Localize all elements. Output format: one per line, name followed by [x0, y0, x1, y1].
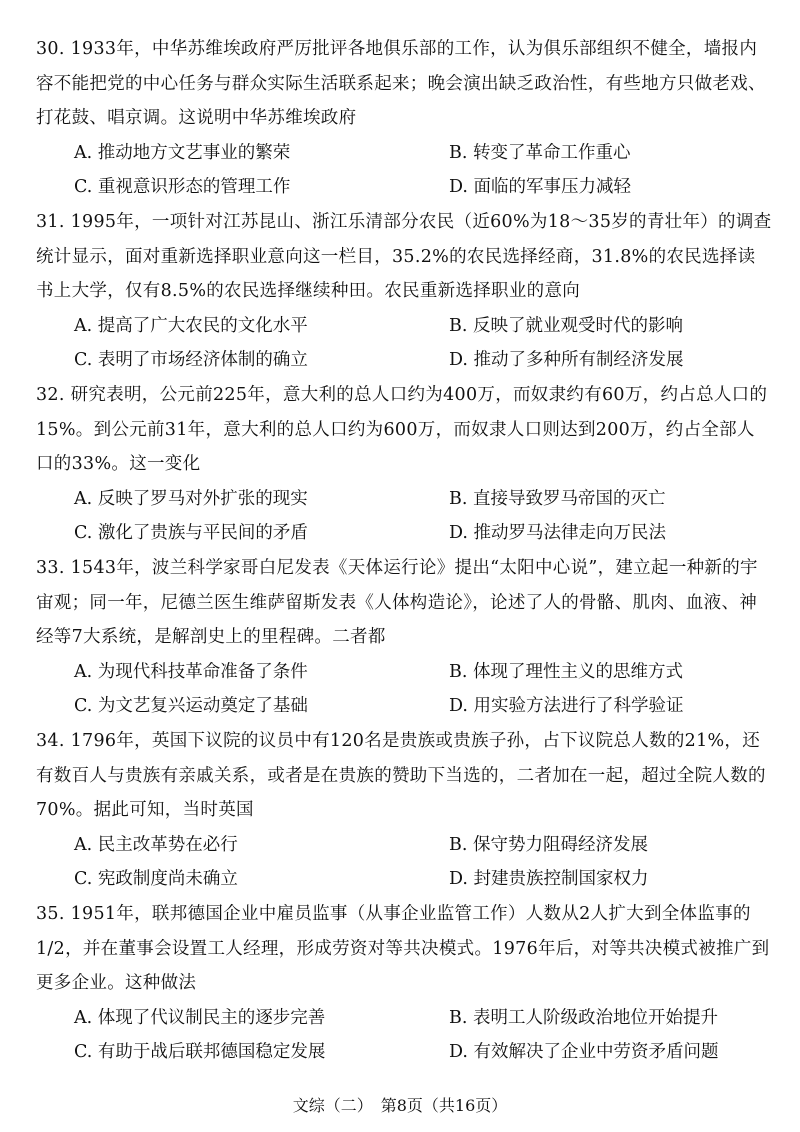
option-c: C. 宪政制度尚未确立: [74, 869, 238, 889]
question-stem: 30. 1933年，中华苏维埃政府严厉批评各地俱乐部的工作，认为俱乐部组织不健全，墙报内容不能把党的中心任务与群众实际生活联系起来；晚会演出缺乏政治性，有些地方只做老戏、打花鼓、唱京调。这说明中华苏维埃政府: [36, 39, 766, 128]
option-c: C. 表明了市场经济体制的确立: [74, 350, 308, 370]
question-stem: 33. 1543年，波兰科学家哥白尼发表《天体运行论》提出“太阳中心说”，建立起一种新的宇宙观；同一年，尼德兰医生维萨留斯发表《人体构造论》，论述了人的骨骼、肌肉、血液、神经等7大系统，是解剖史上的里程碑。二者都: [36, 558, 758, 647]
option-d: D. 面临的军事压力减轻: [449, 177, 632, 197]
question-30: [36, 32, 772, 205]
options: [74, 1001, 772, 1070]
option-d: D. 推动了多种所有制经济发展: [449, 350, 684, 370]
options: [74, 136, 772, 205]
question-33: [36, 551, 772, 724]
question-stem: 32. 研究表明，公元前225年，意大利的总人口约为400万，而奴隶约有60万，约占总人口的15%。到公元前31年，意大利的总人口约为600万，而奴隶人口则达到200万，约占全部人口的33%。这一变化: [36, 385, 768, 474]
option-b: B. 保守势力阻碍经济发展: [449, 834, 648, 855]
option-b: B. 反映了就业观受时代的影响: [449, 315, 683, 336]
question-31: [36, 205, 772, 378]
option-a: A. 为现代科技革命准备了条件: [74, 661, 308, 682]
option-d: D. 用实验方法进行了科学验证: [449, 696, 684, 716]
option-b: B. 直接导致罗马帝国的灭亡: [449, 488, 666, 509]
question-stem: 34. 1796年，英国下议院的议员中有120名是贵族或贵族子孙，占下议院总人数的21%，还有数百人与贵族有亲戚关系，或者是在贵族的赞助下当选的，二者加在一起，超过全院人数的70%。据此可知，当时英国: [36, 731, 766, 820]
option-d: D. 封建贵族控制国家权力: [449, 869, 649, 889]
option-d: D. 有效解决了企业中劳资矛盾问题: [449, 1042, 719, 1062]
option-a: A. 体现了代议制民主的逐步完善: [74, 1007, 326, 1028]
question-34: [36, 724, 772, 897]
option-c: C. 重视意识形态的管理工作: [74, 177, 291, 197]
options: [74, 828, 772, 897]
question-stem: 35. 1951年，联邦德国企业中雇员监事（从事企业监管工作）人数从2人扩大到全体监事的1/2，并在董事会设置工人经理，形成劳资对等共决模式。1976年后，对等共决模式被推广到更多企业。这种做法: [36, 904, 770, 993]
option-c: C. 有助于战后联邦德国稳定发展: [74, 1042, 326, 1062]
options: [74, 655, 772, 724]
option-c: C. 为文艺复兴运动奠定了基础: [74, 696, 308, 716]
option-a: A. 推动地方文艺事业的繁荣: [74, 142, 291, 163]
option-b: B. 转变了革命工作重心: [449, 142, 631, 163]
option-a: A. 反映了罗马对外扩张的现实: [74, 488, 308, 509]
page-footer: 文综（二） 第8页（共16页）: [292, 1096, 508, 1115]
option-a: A. 民主改革势在必行: [74, 834, 238, 855]
question-stem: 31. 1995年，一项针对江苏昆山、浙江乐清部分农民（近60%为18～35岁的青壮年）的调查统计显示，面对重新选择职业意向这一栏目，35.2%的农民选择经商，31.8%的农民选择读书上大学，仅有8.5%的农民选择继续种田。农民重新选择职业的意向: [36, 212, 772, 301]
option-b: B. 表明工人阶级政治地位开始提升: [449, 1007, 718, 1028]
option-a: A. 提高了广大农民的文化水平: [74, 315, 308, 336]
option-c: C. 激化了贵族与平民间的矛盾: [74, 523, 308, 543]
question-35: [36, 897, 772, 1070]
options: [74, 482, 772, 551]
option-d: D. 推动罗马法律走向万民法: [449, 523, 667, 543]
options: [74, 309, 772, 378]
question-32: [36, 378, 772, 551]
option-b: B. 体现了理性主义的思维方式: [449, 661, 683, 682]
